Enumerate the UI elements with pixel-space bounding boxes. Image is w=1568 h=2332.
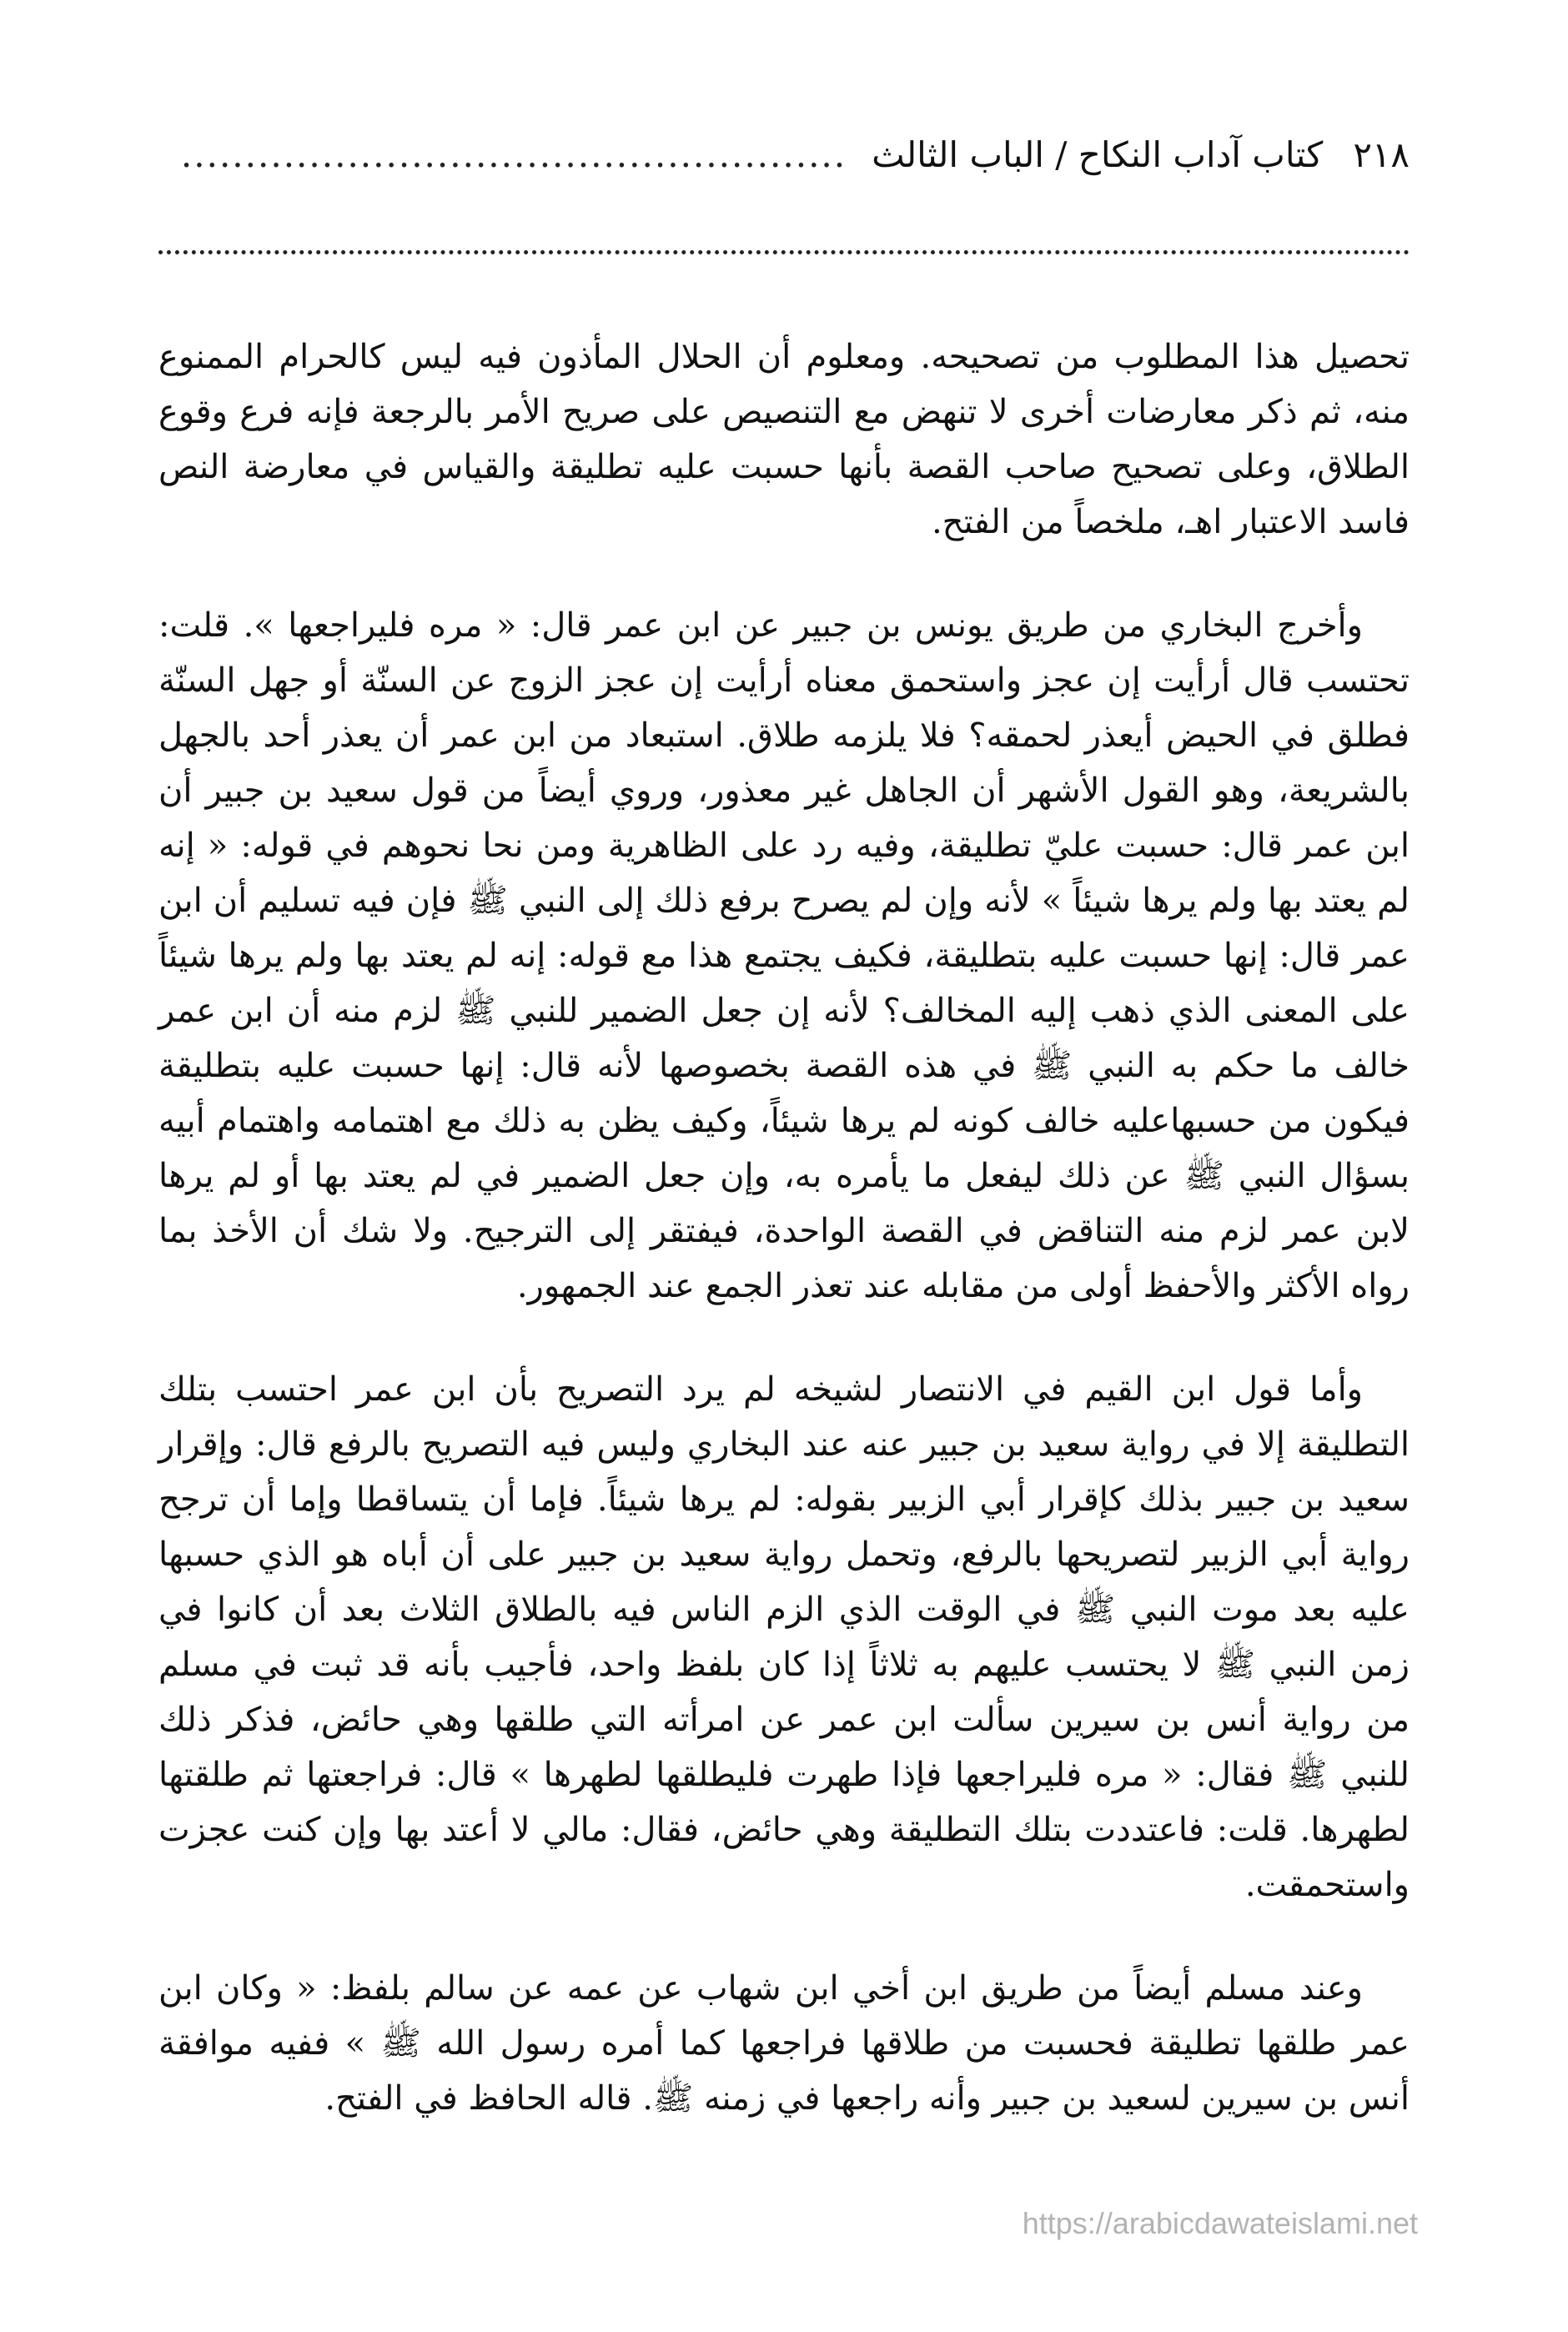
running-header-title: كتاب آداب النكاح / الباب الثالث bbox=[872, 133, 1324, 175]
paragraph-1: تحصيل هذا المطلوب من تصحيحه. ومعلوم أن الحلال المأذون فيه ليس كالحرام الممنوع منه، ثم ذكر معارضات أخرى لا تنهض مع التنصيص على صريح الأمر بالرجعة فإنه فرع وقوع الطلاق، وعلى تصحيح صاحب القصة بأنها حسبت عليه تطليقة والقياس في معارضة النص فاسد الاعتبار اهـ، ملخصاً من الفتح. bbox=[158, 338, 1410, 541]
paragraph-4: وعند مسلم أيضاً من طريق ابن أخي ابن شهاب عن عمه عن سالم بلفظ: « وكان ابن عمر طلقها تطليقة فحسبت من طلاقها فراجعها كما أمره رسول الله ﷺ » ففيه موافقة أنس بن سيرين لسعيد بن جبير وأنه راجعها في زمنه ﷺ. قاله الحافظ في الفتح. bbox=[158, 1969, 1410, 2118]
page-number: ٢١٨ bbox=[1353, 133, 1410, 175]
page-body bbox=[158, 329, 1410, 2174]
running-header bbox=[158, 129, 1410, 179]
header-dotted-rule bbox=[158, 250, 1410, 254]
source-watermark: https://arabicdawateislami.net bbox=[1022, 2206, 1418, 2240]
header-dot-leader: .................................................... bbox=[180, 133, 847, 175]
paragraph-3: وأما قول ابن القيم في الانتصار لشيخه لم يرد التصريح بأن ابن عمر احتسب بتلك التطليقة إلا في رواية سعيد بن جبير عنه عند البخاري وليس فيه التصريح بالرفع قال: وإقرار سعيد بن جبير بذلك كإقرار أبي الزبير بقوله: لم يرها شيئاً. فإما أن يتساقطا وإما أن ترجح رواية أبي الزبير لتصريحها بالرفع، وتحمل رواية سعيد بن جبير على أن أباه هو الذي حسبها عليه بعد موت النبي ﷺ في الوقت الذي الزم الناس فيه بالطلاق الثلاث بعد أن كانوا في زمن النبي ﷺ لا يحتسب عليهم به ثلاثاً إذا كان بلفظ واحد، فأجيب بأنه قد ثبت في مسلم من رواية أنس بن سيرين سألت ابن عمر عن امرأته التي طلقها وهي حائض، فذكر ذلك للنبي ﷺ فقال: « مره فليراجعها فإذا طهرت فليطلقها لطهرها » قال: فراجعتها ثم طلقتها لطهرها. قلت: فاعتددت بتلك التطليقة وهي حائض، فقال: مالي لا أعتد بها وإن كنت عجزت واستحمقت. bbox=[158, 1370, 1410, 1904]
paragraph-2: وأخرج البخاري من طريق يونس بن جبير عن ابن عمر قال: « مره فليراجعها ». قلت: تحتسب قال أرأيت إن عجز واستحمق معناه أرأيت إن عجز الزوج عن السنّة أو جهل السنّة فطلق في الحيض أيعذر لحمقه؟ فلا يلزمه طلاق. استبعاد من ابن عمر أن يعذر أحد بالجهل بالشريعة، وهو القول الأشهر أن الجاهل غير معذور، وروي أيضاً من قول سعيد بن جبير أن ابن عمر قال: حسبت عليّ تطليقة، وفيه رد على الظاهرية ومن نحا نحوهم في قوله: « إنه لم يعتد بها ولم يرها شيئاً » لأنه وإن لم يصرح برفع ذلك إلى النبي ﷺ فإن فيه تسليم أن ابن عمر قال: إنها حسبت عليه بتطليقة، فكيف يجتمع هذا مع قوله: إنه لم يعتد بها ولم يرها شيئاً على المعنى الذي ذهب إليه المخالف؟ لأنه إن جعل الضمير للنبي ﷺ لزم منه أن ابن عمر خالف ما حكم به النبي ﷺ في هذه القصة بخصوصها لأنه قال: إنها حسبت عليه بتطليقة فيكون من حسبهاعليه خالف كونه لم يرها شيئاً، وكيف يظن به ذلك مع اهتمامه واهتمام أبيه بسؤال النبي ﷺ عن ذلك ليفعل ما يأمره به، وإن جعل الضمير في لم يعتد بها أو لم يرها لابن عمر لزم منه التناقض في القصة الواحدة، فيفتقر إلى الترجيح. ولا شك أن الأخذ بما رواه الأكثر والأحفظ أولى من مقابله عند تعذر الجمع عند الجمهور. bbox=[158, 606, 1410, 1305]
